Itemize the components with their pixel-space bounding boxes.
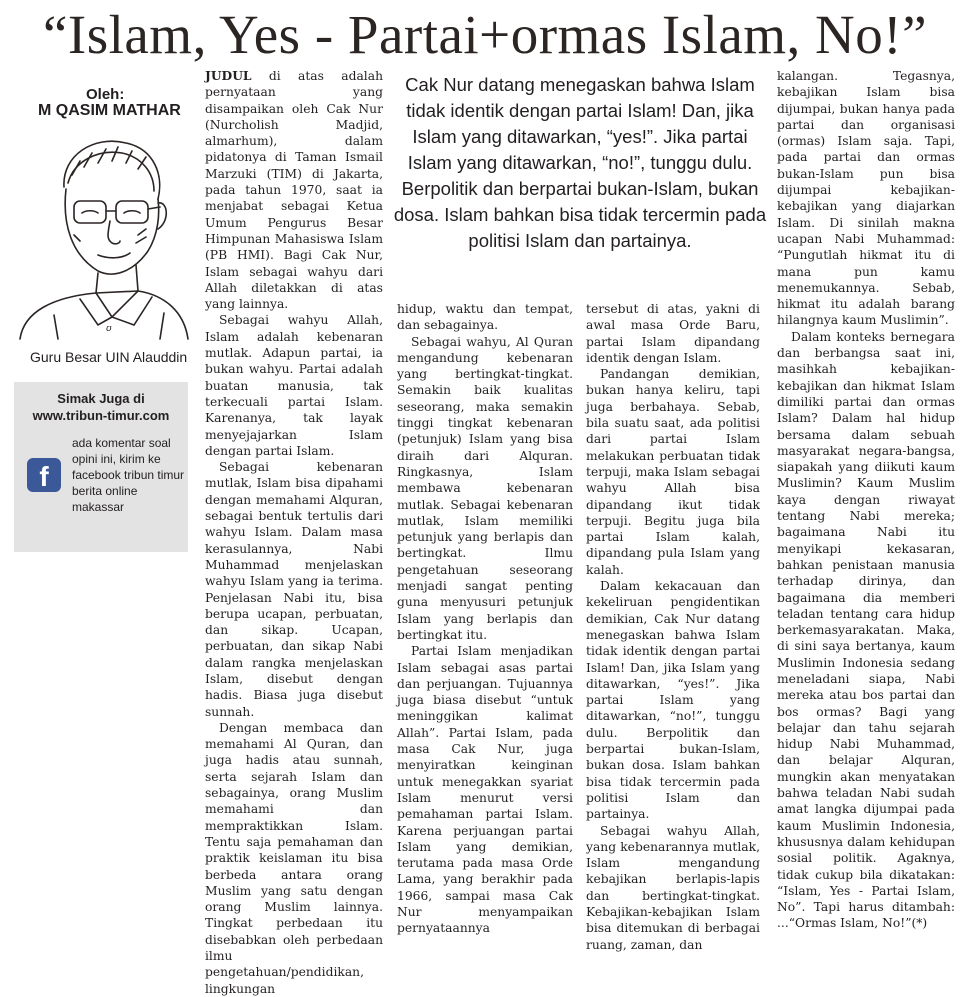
author-portrait	[14, 125, 190, 340]
article-column-2	[397, 301, 573, 937]
portrait-caption: Guru Besar UIN Alauddin	[30, 349, 188, 365]
promo-box	[14, 382, 188, 552]
paragraph: Pandangan demikian, bukan hanya keliru, tapi juga berbahaya. Sebab, bila suatu saat, ada politisi dari partai Islam melakukan perbuatan tidak terpuji, maka Islam sebagai wahyu Allah bisa dipandang ikut tidak terpuji. Begitu juga bila partai Islam kalah, dipandang pula Islam yang kalah.	[586, 367, 760, 577]
paragraph: Sebagai kebenaran mutlak, Islam bisa dipahami dengan memahami Alquran, sebagai bentuk tertulis dari wahyu Islam. Dalam masa kerasulannya, Nabi Muhammad menjelaskan wahyu Islam yang ia terima. Penjelasan Nabi itu, bisa berupa ucapan, perbuatan, dan sikap. Ucapan, perbuatan, dan sikap Nabi dalam rangka menjelaskan Islam, disebut dengan hadis. Biasa juga disebut sunnah.	[205, 460, 383, 719]
paragraph-text: di atas adalah pernyataan yang disampaikan oleh Cak Nur (Nurcholish Madjid, almarhum), dalam pidatonya di Taman Ismail Marzuki (TIM) di Jakarta, pada tahun 1970, saat ia menjabat sebagai Ketua Umum Pengurus Besar Himpunan Mahasiswa Islam (PB HMI). Bagi Cak Nur, Islam sebagai wahyu dari Allah diletakkan di atas yang lainnya.	[205, 69, 383, 312]
facebook-glyph: f	[39, 461, 49, 492]
article-column-3	[586, 301, 760, 953]
promo-text: ada komentar soal opini ini, kirim ke facebook tribun timur berita online makassar	[72, 436, 185, 514]
paragraph: kalangan. Tegasnya, kebajikan Islam bisa dijumpai, bukan hanya pada partai dan organisasi (ormas) Islam saja. Tapi, pada partai dan ormas bukan-Islam pun bisa dijumpai kebajikan-kebajikan yang diajarkan Islam. Di sinilah makna ucapan Nabi Muhammad: “Pungutlah hikmat itu di mana pun kamu menemukannya. Sebab, hikmat itu adalah barang hilangnya kaum Muslimin”.	[777, 69, 955, 328]
author-name: M QASIM MATHAR	[38, 102, 181, 119]
article-column-4	[777, 68, 955, 932]
promo-url[interactable]: www.tribun-timur.com	[32, 408, 170, 423]
paragraph	[205, 68, 383, 312]
paragraph: Partai Islam menjadikan Islam sebagai asas partai dan perjuangan. Tujuannya juga biasa disebut “untuk meninggikan kalimat Allah”. Partai Islam, pada masa Cak Nur, juga menyiratkan keinginan untuk menegakkan syariat Islam menurut versi pemahaman partai Islam. Karena perjuangan partai Islam yang demikian, terutama pada masa Orde Lama, yang berakhir pada 1966, sampai masa Cak Nur menyampaikan pernyataannya	[397, 644, 573, 936]
svg-text:ʊ: ʊ	[106, 324, 112, 334]
paragraph: Sebagai wahyu, Al Quran mengandung kebenaran yang bertingkat-tingkat. Semakin baik kualitas seseorang, maka semakin tinggi tingkat kebenaran (petunjuk) Islam yang bisa diraih dari Alquran. Ringkasnya, Islam membawa kebenaran mutlak. Sebagai kebenaran mutlak, Islam memiliki petunjuk yang berlapis dan bertingkat. Ilmu pengetahuan seseorang menjadi sangat penting guna menyusuri petunjuk Islam yang berlapis dan bertingkat itu.	[397, 334, 573, 642]
article-column-1	[205, 68, 383, 997]
paragraph: Dalam kekacauan dan kekeliruan pengidentikan demikian, Cak Nur datang menegaskan bahwa Islam tidak identik dengan partai Islam! Dan, jika Islam yang ditawarkan, “yes!”. Jika partai Islam yang ditawarkan, “no!”, tunggu dulu. Berpolitik dan berpartai bukan-Islam, bukan dosa. Islam bahkan bisa tidak tercermin pada politisi Islam dan partainya.	[586, 579, 760, 822]
lead-word: JUDUL	[205, 68, 252, 83]
paragraph: Sebagai wahyu Allah, Islam adalah kebenaran mutlak. Adapun partai, ia bukan wahyu. Partai adalah buatan manusia, tak terkecuali partai Islam. Karenanya, tak layak menyejajarkan Islam dengan partai Islam.	[205, 313, 383, 458]
paragraph: tersebut di atas, yakni di awal masa Orde Baru, partai Islam dipandang identik dengan Islam.	[586, 302, 760, 365]
paragraph: Dengan membaca dan memahami Al Quran, dan juga hadis atau sunnah, serta sejarah Islam dan sebagainya, orang Muslim memahami dan mempraktikkan Islam. Tentu saja pemahaman dan praktik keislaman itu bisa berbeda antara orang Muslim yang satu dengan orang Muslim lainnya. Tingkat perbedaan itu disebabkan oleh perbedaan ilmu pengetahuan/pendidikan, lingkungan	[205, 720, 383, 996]
headline: “Islam, Yes - Partai+ormas Islam, No!”	[42, 4, 927, 65]
facebook-icon[interactable]	[27, 458, 61, 492]
pull-quote: Cak Nur datang menegaskan bahwa Islam tidak identik dengan partai Islam! Dan, jika Islam yang ditawarkan, “yes!”. Jika partai Islam yang ditawarkan, “no!”, tunggu dulu. Berpolitik dan berpartai bukan-Islam, bukan dosa. Islam bahkan bisa tidak tercermin pada politisi Islam dan partainya.	[393, 74, 767, 251]
paragraph: hidup, waktu dan tempat, dan sebagainya.	[397, 302, 573, 333]
byline-label: Oleh:	[86, 86, 125, 103]
paragraph: Sebagai wahyu Allah, yang kebenarannya mutlak, Islam mengandung kebajikan berlapis-lapis dan bertingkat-tingkat. Kebajikan-kebajikan Islam bisa ditemukan di berbagai ruang, zaman, dan	[586, 823, 760, 952]
promo-title: Simak Juga di	[57, 391, 145, 406]
paragraph: Dalam konteks bernegara dan berbangsa saat ini, masihkah kebajikan-kebajikan dan hikmat Islam dimiliki partai dan ormas Islam? Dalam hal hidup bersama dalam sebuah masyarakat negara-bangsa, siapakah yang diikuti kaum Muslimin? Kaum Muslim kaya dengan riwayat tentang Nabi mereka; bagaimana Nabi itu menyikapi kekasaran, bahkan penistaan manusia terhadap dirinya, dan bagaimana dia memberi teladan tentang cara hidup berkemasyarakatan. Maka, di sini saya bertanya, kaum Muslimin Indonesia sedang meneladani siapa, Nabi mereka atau bos partai dan bos ormas? Bagi yang belajar dan tahu sejarah hidup Nabi Muhammad, dan belajar Alquran, mungkin akan menyatakan bahwa teladan Nabi sudah amat langka dijumpai pada kaum Muslimin Indonesia, khususnya dalam kehidupan sosial politik. Agaknya, tidak cukup bila dikatakan: “Islam, Yes - Partai Islam, No”. Tapi harus ditambah: ...“Ormas Islam, No!”(*)	[777, 329, 955, 931]
